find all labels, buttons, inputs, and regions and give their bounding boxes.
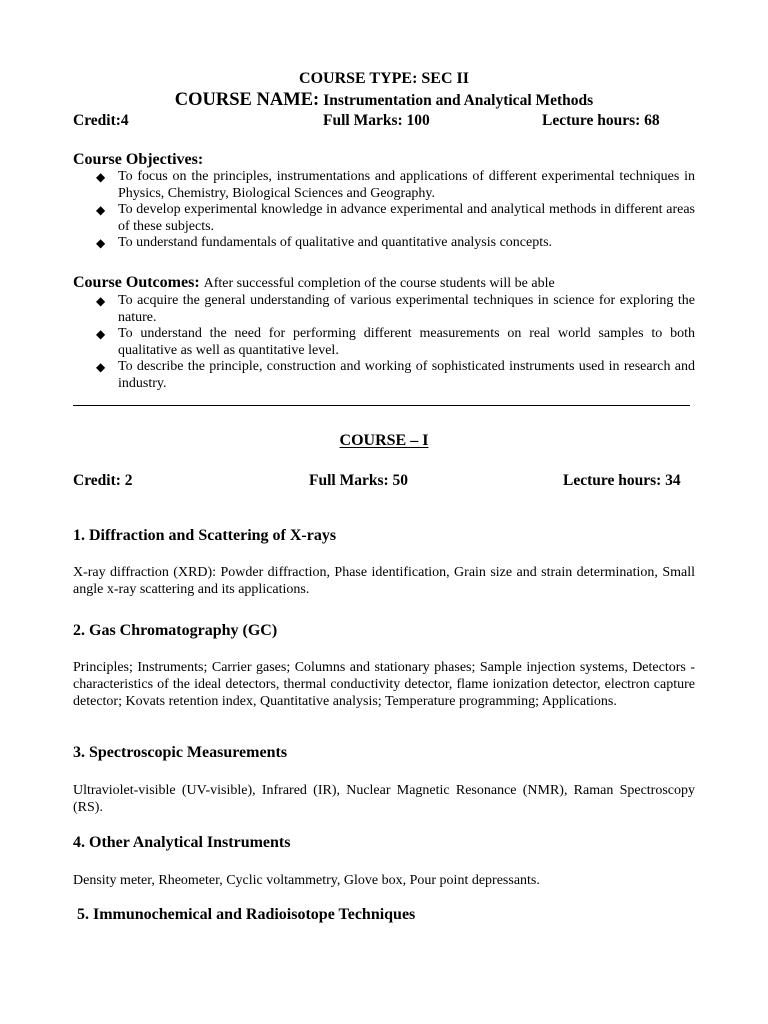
credit-label: Credit:4 [73,112,129,129]
outcome-text: To acquire the general understanding of various experimental techniques in science for exploring the nature. [118,293,695,325]
course-one-credit: Credit: 2 [73,472,133,489]
topic-heading: 4. Other Analytical Instruments [73,834,291,851]
outcomes-list [96,293,695,393]
course-one-lecture-hours: Lecture hours: 34 [563,472,681,489]
course-name [0,90,768,111]
diamond-bullet-icon: ◆ [96,360,106,375]
objectives-list [96,169,695,252]
horizontal-rule [73,405,690,406]
course-one-title-text: COURSE – I [339,432,429,449]
diamond-bullet-icon: ◆ [96,236,106,251]
list-item [96,169,695,202]
list-item [96,359,695,392]
diamond-bullet-icon: ◆ [96,294,106,308]
list-item [96,235,695,252]
topic-heading: 5. Immunochemical and Radioisotope Techniques [73,906,416,923]
topic-heading: 3. Spectroscopic Measurements [73,744,288,761]
course-one-title [0,432,768,450]
outcome-text: To understand the need for performing different measurements on real world samples to both qualitative as well as quantitative level. [118,326,695,358]
objective-text: To focus on the principles, instrumentations and applications of different experimental techniques in Physics, Chemistry, Biological Sciences and Geography. [118,169,695,201]
full-marks-label: Full Marks: 100 [323,112,430,129]
course-one-full-marks: Full Marks: 50 [309,472,409,489]
course-type: COURSE TYPE: SEC II [299,70,469,87]
outcomes-intro: After successful completion of the course students will be able [203,276,555,291]
course-name-label: COURSE NAME: [174,90,320,110]
list-item [96,202,695,235]
topic-body: Ultraviolet-visible (UV-visible), Infrared (IR), Nuclear Magnetic Resonance (NMR), Raman Spectroscopy (RS). [73,783,695,815]
topic-body: Principles; Instruments; Carrier gases; Columns and stationary phases; Sample injection systems, Detectors - characteristics of the ideal detectors, thermal conductivity detector, flame ionization detector, electron capture detector; Kovats retention index, Quantitative analysis; Temperature programming; Applications. [73,660,695,709]
list-item [96,326,695,359]
diamond-bullet-icon: ◆ [96,170,106,184]
topic-heading: 1. Diffraction and Scattering of X-rays [73,527,337,544]
objectives-heading: Course Objectives: [73,151,204,168]
outcome-text: To describe the principle, construction and working of sophisticated instruments used in research and industry. [118,359,695,391]
list-item [96,293,695,326]
diamond-bullet-icon: ◆ [96,203,106,218]
outcomes-heading-label: Course Outcomes: [73,274,200,291]
objective-text: To develop experimental knowledge in advance experimental and analytical methods in different areas of these subjects. [118,202,695,234]
diamond-bullet-icon: ◆ [96,327,106,342]
topic-body: X-ray diffraction (XRD): Powder diffraction, Phase identification, Grain size and strain determination, Small angle x-ray scattering and its applications. [73,565,695,597]
lecture-hours-label: Lecture hours: 68 [542,112,660,129]
course-name-value: Instrumentation and Analytical Methods [323,92,594,109]
topic-heading: 2. Gas Chromatography (GC) [73,622,278,639]
objective-text: To understand fundamentals of qualitative and quantitative analysis concepts. [118,235,553,251]
outcomes-heading [73,274,555,292]
topic-body: Density meter, Rheometer, Cyclic voltammetry, Glove box, Pour point depressants. [73,873,540,888]
